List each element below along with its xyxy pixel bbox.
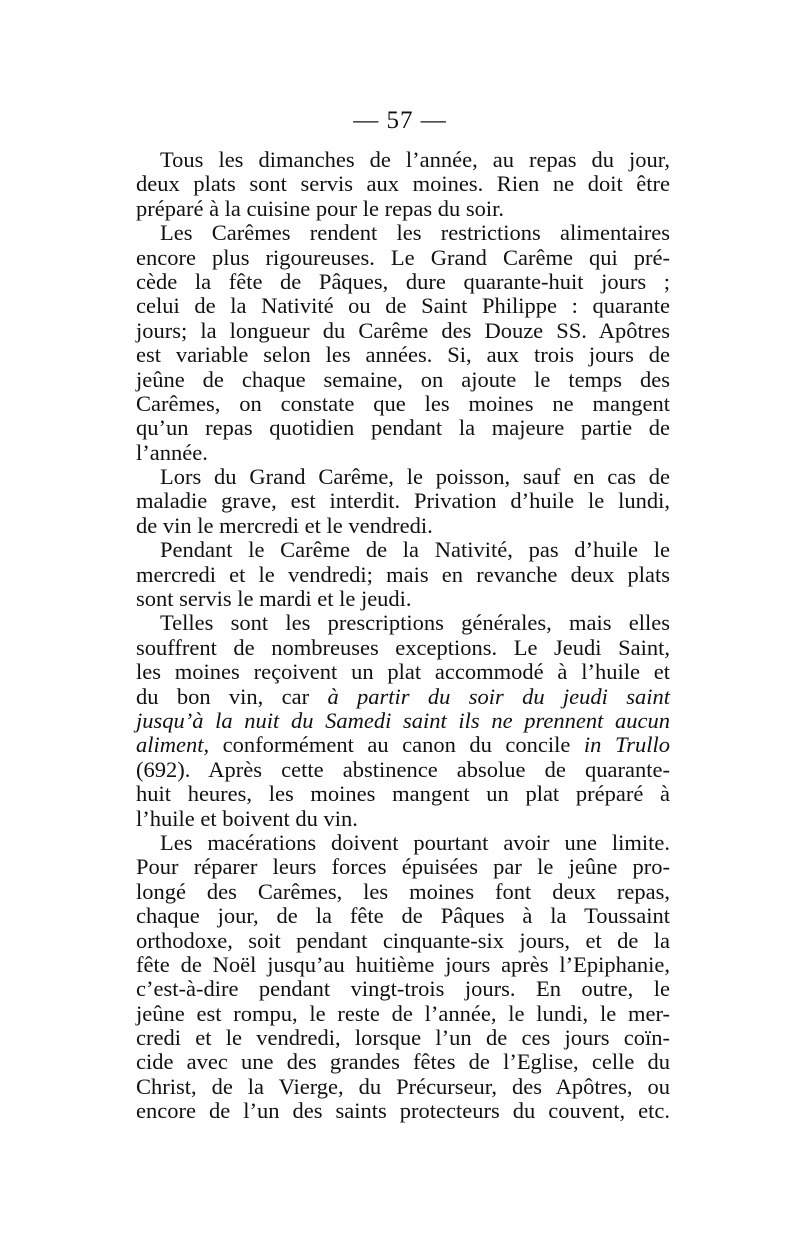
text-line: de vin le mercredi et le vendredi.	[136, 512, 433, 538]
text-line: maladie grave, est interdit. Privation d’huile le lundi,	[136, 488, 670, 514]
text-line: huit heures, les moines mangent un plat préparé à	[136, 781, 670, 807]
text-line: jeûne de chaque semaine, on ajoute le temps des	[136, 366, 670, 392]
text-line: jours; la longueur du Carême des Douze SS. Apôtres	[136, 317, 670, 343]
italic-text: in Trullo	[583, 732, 670, 758]
text-line: qu’un repas quotidien pendant la majeure partie de	[136, 415, 670, 441]
text-segment: , conformément au canon du concile	[203, 732, 584, 758]
text-line: celui de la Nativité ou de Saint Philippe : quarante	[136, 293, 670, 319]
italic-text: à partir du soir du jeudi saint	[327, 683, 671, 709]
text-line: Lors du Grand Carême, le poisson, sauf en cas de	[160, 464, 670, 490]
text-line: deux plats sont servis aux moines. Rien ne doit être	[136, 171, 670, 197]
text-line: fête de Noël jusqu’au huitième jours après l’Epiphanie,	[136, 951, 670, 977]
text-line: Les Carêmes rendent les restrictions alimentaires	[160, 220, 670, 246]
text-line: encore plus rigoureuses. Le Grand Carême qui pré-	[136, 244, 670, 270]
text-line: Telles sont les prescriptions générales, mais elles	[160, 610, 670, 636]
text-line: cède la fête de Pâques, dure quarante-huit jours ;	[136, 268, 670, 294]
text-line: Carêmes, on constate que les moines ne mangent	[136, 390, 670, 416]
text-line: Les macérations doivent pourtant avoir une limite.	[160, 829, 670, 855]
text-line: l’huile et boivent du vin.	[136, 805, 358, 831]
text-line: l’année.	[136, 439, 208, 465]
text-segment: du bon vin, car	[136, 683, 328, 709]
page-number: — 57 —	[353, 107, 447, 134]
text-line: jeûne est rompu, le reste de l’année, le lundi, le mer-	[136, 1000, 670, 1026]
text-line: credi et le vendredi, lorsque l’un de ces jours coïn-	[136, 1025, 670, 1051]
text-line: les moines reçoivent un plat accommodé à l’huile et	[136, 659, 670, 685]
text-line: Pour réparer leurs forces épuisées par le jeûne pro-	[136, 854, 670, 880]
text-line: longé des Carêmes, les moines font deux repas,	[136, 878, 670, 904]
text-line: mercredi et le vendredi; mais en revanche deux plats	[136, 561, 670, 587]
text-line: souffrent de nombreuses exceptions. Le Jeudi Saint,	[136, 634, 670, 660]
text-line: encore de l’un des saints protecteurs du couvent, etc.	[136, 1098, 670, 1124]
text-line: chaque jour, de la fête de Pâques à la Toussaint	[136, 903, 670, 929]
text-line: cide avec une des grandes fêtes de l’Eglise, celle du	[136, 1049, 670, 1075]
text-line: préparé à la cuisine pour le repas du soir.	[136, 195, 504, 221]
text-line: sont servis le mardi et le jeudi.	[136, 586, 412, 612]
text-line: Christ, de la Vierge, du Précurseur, des Apôtres, ou	[136, 1073, 670, 1099]
text-line: Tous les dimanches de l’année, au repas du jour,	[160, 147, 670, 172]
text-line: orthodoxe, soit pendant cinquante-six jours, et de la	[136, 927, 670, 953]
text-line: est variable selon les années. Si, aux trois jours de	[136, 342, 670, 368]
text-line	[136, 709, 670, 733]
text-line	[136, 685, 670, 709]
italic-text: jusqu’à la nuit du Samedi saint ils ne prennent aucun	[136, 707, 670, 733]
body-text	[136, 148, 670, 1124]
text-line: (692). Après cette abstinence absolue de quarante-	[136, 756, 670, 782]
text-line: c’est-à-dire pendant vingt-trois jours. En outre, le	[136, 976, 670, 1002]
italic-text: aliment	[136, 732, 204, 758]
text-line: Pendant le Carême de la Nativité, pas d’huile le	[160, 537, 670, 563]
text-line	[136, 733, 670, 757]
